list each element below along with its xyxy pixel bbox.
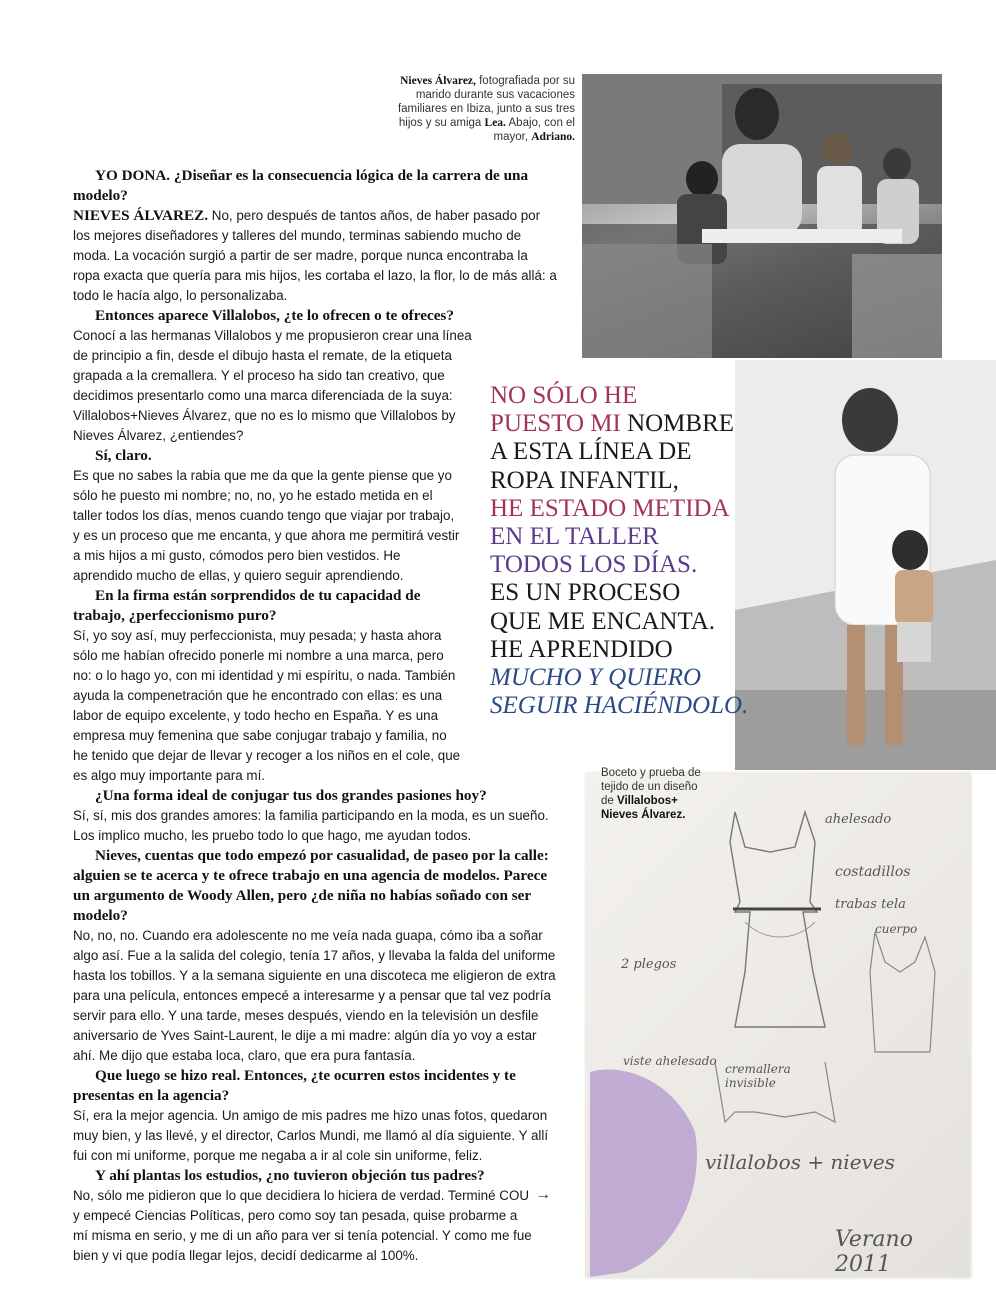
sketch-note: costadillos bbox=[835, 864, 911, 880]
pull-quote-line: EN EL TALLER bbox=[490, 523, 659, 551]
answer-6: No, no, no. Cuando era adolescente no me veía nada guapa, cómo iba a soñar algo así. Fue a la salida del colegio, tenía 17 años, y llevaba la falda del uniforme hasta los tobillos. Y a la semana siguiente en una discoteca me eligieron de extra para una película, entonces empecé a interesarme y a pensar que tal vez podría servir para ello. Y una tarde, meses después, viendo en la televisión un desfile aniversario de Yves Saint-Laurent, le dije a mi madre: algún día yo voy a estar ahí. Me dijo que estaba loca, claro, que era pura fantasía. bbox=[73, 928, 556, 1063]
pull-quote-line: HE ESTADO METIDA bbox=[490, 494, 730, 522]
pull-quote-line: TODOS LOS DÍAS. bbox=[490, 551, 698, 579]
dress-sketch-drawing bbox=[585, 772, 970, 1277]
sketch-note: viste ahelesado bbox=[623, 1054, 717, 1068]
continue-arrow-icon: → bbox=[535, 1186, 551, 1203]
caption-name-lea: Lea. bbox=[484, 117, 506, 129]
caption-sketch-brand: Villalobos+ Nieves Álvarez. bbox=[601, 795, 686, 821]
sketch-note: trabas tela bbox=[835, 897, 906, 912]
photo-caption-sketch bbox=[601, 766, 711, 822]
sketch-note: Verano 2011 bbox=[835, 1227, 913, 1277]
pull-quote-line: QUE ME ENCANTA. bbox=[490, 607, 716, 635]
family-photo bbox=[582, 74, 942, 358]
sketch-photo bbox=[585, 772, 970, 1277]
caption-sketch-text: Boceto y prueba de tejido de un diseño de bbox=[601, 767, 701, 807]
sketch-note: 2 plegos bbox=[621, 957, 677, 972]
pull-quote-line: ES UN PROCESO bbox=[490, 579, 681, 607]
sketch-note: cuerpo bbox=[875, 922, 918, 936]
family-photo-illustration bbox=[582, 74, 942, 358]
question-4: En la firma están sorprendidos de tu capacidad de trabajo, ¿perfeccionismo puro? bbox=[73, 587, 421, 624]
photo-caption-top bbox=[395, 74, 575, 144]
question-7: Que luego se hizo real. Entonces, ¿te ocurren estos incidentes y te presentas en la agencia? bbox=[73, 1067, 516, 1104]
answer-3: Es que no sabes la rabia que me da que la gente piense que yo sólo he puesto mi nombre; no, no, yo he estado metida en el taller todos los días, menos cuando tengo que viajar por trabajo, y es un proceso que me encanta, y que ahora me permitirá vestir a mis hijos a mi gusto, cómodos pero bien vestidos. He aprendido mucho de ellas, y quiero seguir aprendiendo. bbox=[73, 468, 460, 583]
answer-2: Conocí a las hermanas Villalobos y me propusieron crear una línea de principio a fin, desde el dibujo hasta el remate, de la etiqueta grapada a la cremallera. Y el proceso ha sido tan creativo, que decidimos presentarlo como una marca diferenciada de la suya: Villalobos+Nieves Álvarez, que no es lo mismo que Villalobos by Nieves Álvarez, ¿entiendes? bbox=[73, 328, 472, 443]
question-3: Sí, claro. bbox=[95, 447, 152, 464]
question-5: ¿Una forma ideal de conjugar tus dos grandes pasiones hoy? bbox=[95, 787, 487, 804]
interview-article bbox=[73, 166, 558, 1266]
question-1: YO DONA. ¿Diseñar es la consecuencia lógica de la carrera de una modelo? bbox=[73, 167, 529, 204]
pull-quote bbox=[490, 382, 770, 720]
pull-quote-line: A ESTA LÍNEA DE bbox=[490, 438, 692, 466]
answer-1-speaker: NIEVES ÁLVAREZ. bbox=[73, 207, 209, 224]
sketch-note: villalobos + nieves bbox=[705, 1150, 895, 1174]
answer-7: Sí, era la mejor agencia. Un amigo de mis padres me hizo unas fotos, quedaron muy bien, y las llevé, y el director, Carlos Mundi, me llamó al día siguiente. Y allí fui con mi uniforme, porque me negaba a ir al cole sin uniforme, feliz. bbox=[73, 1108, 549, 1163]
answer-4: Sí, yo soy así, muy perfeccionista, muy pesada; y hasta ahora sólo me habían ofrecido ponerle mi nombre a una marca, pero no: o lo hago yo, con mi identidad y mi espíritu, o nada. También ayuda la compenetración que he encontrado con ellas: es una labor de equipo excelente, y todo hecho en España. Y es una empresa muy femenina que sabe conjugar trabajo y familia, no he tenido que dejar de llevar y recoger a los niños en el cole, que es algo muy importante para mí. bbox=[73, 628, 461, 783]
caption-name-adriano: Adriano. bbox=[531, 131, 575, 143]
boat-photo-illustration bbox=[735, 360, 996, 770]
answer-8: No, sólo me pidieron que lo que decidiera lo hiciera de verdad. Terminé COU y empecé Ciencias Políticas, pero como soy tan pesada, quise probarme a mí misma en serio, y me di un año para ver si tenía potencial. Y como me fue bien y vi que podía llegar lejos, decidí dedicarme al 100%. bbox=[73, 1188, 532, 1263]
question-6: Nieves, cuentas que todo empezó por casualidad, de paseo por la calle: alguien se te acerca y te ofrece trabajo en una agencia de modelos. Parece un argumento de Woody Allen, pero ¿de niña no habías soñado con ser modelo? bbox=[73, 847, 549, 924]
answer-1-text: No, pero después de tantos años, de haber pasado por los mejores diseñadores y talleres del mundo, terminas sabiendo mucho de moda. La vocación surgió a partir de ser madre, porque nunca encontraba la ropa exacta que quería para mis hijos, les cortaba el lazo, la flor, lo de más allá: a todo le hacía algo, lo personalizaba. bbox=[73, 208, 557, 303]
boat-photo bbox=[735, 360, 996, 770]
question-2: Entonces aparece Villalobos, ¿te lo ofrecen o te ofreces? bbox=[95, 307, 454, 324]
pull-quote-line: PUESTO MI NOMBRE bbox=[490, 410, 735, 438]
answer-1 bbox=[73, 206, 558, 306]
caption-text-2: Abajo, con el mayor, bbox=[493, 117, 575, 143]
answer-5: Sí, sí, mis dos grandes amores: la familia participando en la moda, es un sueño. Los implico mucho, les pruebo todo lo que hago, me ayudan todos. bbox=[73, 808, 549, 843]
question-8: Y ahí plantas los estudios, ¿no tuvieron objeción tus padres? bbox=[95, 1167, 485, 1184]
sketch-note: ahelesado bbox=[825, 812, 892, 827]
caption-text: fotografiada por su marido durante sus vacaciones familiares en Ibiza, junto a sus tres hijos y su amiga bbox=[397, 75, 575, 129]
caption-name: Nieves Álvarez, bbox=[400, 75, 476, 87]
pull-quote-line: NO SÓLO HE bbox=[490, 382, 638, 409]
pull-quote-line: SEGUIR HACIÉNDOLO. bbox=[490, 692, 749, 720]
pull-quote-line: MUCHO Y QUIERO bbox=[490, 664, 702, 692]
pull-quote-line: ROPA INFANTIL, bbox=[490, 466, 679, 494]
pull-quote-line: HE APRENDIDO bbox=[490, 635, 673, 663]
sketch-note: cremallera invisible bbox=[725, 1062, 791, 1090]
